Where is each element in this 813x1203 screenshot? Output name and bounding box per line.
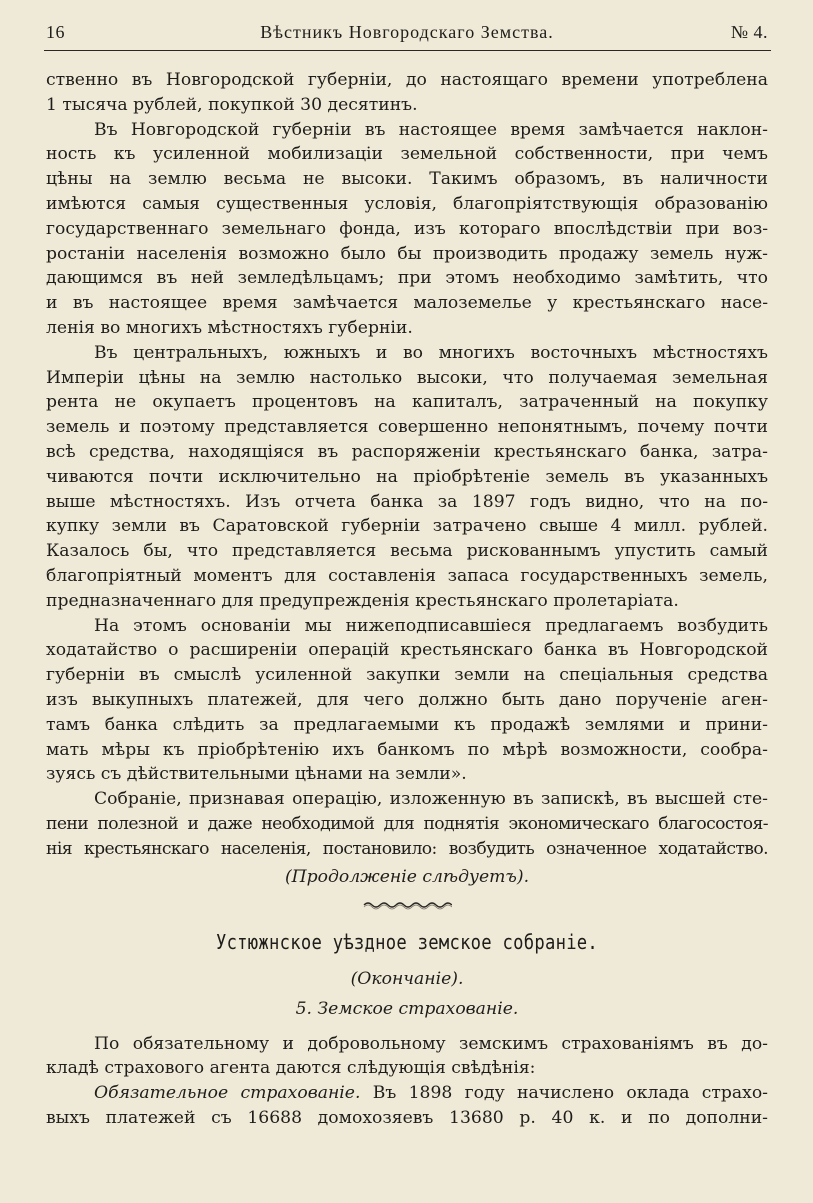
text-line: губерніи въ смыслѣ усиленной закупки земли на спеціальныя средства xyxy=(46,665,768,686)
text-line: пени полезной и даже необходимой для поднятія экономическаго благосостоя- xyxy=(46,813,768,834)
text-line: Въ Новгородской губерніи въ настоящее время замѣчается наклон- xyxy=(94,119,768,140)
paragraph-2 xyxy=(46,118,768,341)
text-line: предназначеннаго для предупрежденія крестьянскаго пролетаріата. xyxy=(46,590,679,611)
page-header xyxy=(46,22,768,46)
text-line: Казалось бы, что представляется весьма рискованнымъ упустить самый xyxy=(46,541,768,562)
text-line: чиваются почти исключительно на пріобрѣтеніе земель въ указанныхъ xyxy=(46,466,768,487)
section-heading: 5. Земское страхованіе. xyxy=(295,998,519,1019)
text-line: Собраніе, признавая операцію, изложенную въ запискѣ, въ высшей сте- xyxy=(94,789,768,810)
page-number: 16 xyxy=(46,22,65,42)
italic-lead: Обязательное страхованіе. xyxy=(94,1083,361,1104)
paragraph-1 xyxy=(46,68,768,118)
issue-number: № 4. xyxy=(730,22,768,42)
text-line: выше мѣстностяхъ. Изъ отчета банка за 1897 годъ видно, что на по- xyxy=(46,491,768,512)
text-line: Имперіи цѣны на землю настолько высоки, что получаемая земельная xyxy=(46,367,768,388)
text-line: выхъ платежей съ 16688 домохозяевъ 13680 р. 40 к. и по дополни- xyxy=(46,1107,768,1128)
text-line: Въ центральныхъ, южныхъ и во многихъ восточныхъ мѣстностяхъ xyxy=(94,342,768,363)
section2-paragraph-2 xyxy=(46,1081,768,1131)
text-line: нія крестьянскаго населенія, постановило: возбудить означенное ходатайство. xyxy=(46,838,768,859)
text-line: благопріятный моментъ для составленія запаса государственныхъ земель, xyxy=(46,565,768,586)
text-line: зуясь съ дѣйствительными цѣнами на земли». xyxy=(46,764,467,785)
text-line: мать мѣры къ пріобрѣтенію ихъ банкомъ по мѣрѣ возможности, сообра- xyxy=(46,739,768,760)
wavy-divider xyxy=(46,890,768,920)
text-line: и въ настоящее время замѣчается малоземелье у крестьянскаго насе- xyxy=(46,293,768,314)
text-line: 1 тысяча рублей, покупкой 30 десятинъ. xyxy=(46,94,418,115)
text-line: ростаніи населенія возможно было бы производить продажу земель нуж- xyxy=(46,243,768,264)
text-line xyxy=(46,1081,768,1106)
section-subtitle: (Окончаніе). xyxy=(350,968,464,989)
text-line: цѣны на землю весьма не высоки. Такимъ образомъ, въ наличности xyxy=(46,169,768,190)
text-line: ленія во многихъ мѣстностяхъ губерніи. xyxy=(46,317,413,338)
section-title: Устюжнское уѣздное земское собраніе. xyxy=(215,929,599,954)
text-run: Въ 1898 году начислено оклада страхо- xyxy=(360,1083,768,1104)
paragraph-4 xyxy=(46,614,768,788)
text-line: По обязательному и добровольному земскимъ страхованіямъ въ до- xyxy=(94,1033,768,1054)
paragraph-3 xyxy=(46,341,768,614)
wavy-divider-icon xyxy=(362,900,452,910)
text-line: ность къ усиленной мобилизаціи земельной собственности, при чемъ xyxy=(46,144,768,165)
text-line: тамъ банка слѣдить за предлагаемыми къ продажѣ землями и прини- xyxy=(46,714,768,735)
text-line: дающимся въ ней земледѣльцамъ; при этомъ необходимо замѣтить, что xyxy=(46,268,768,289)
text-line: ственно въ Новгородской губерніи, до настоящаго времени употреблена xyxy=(46,70,768,90)
text-line: кладѣ страхового агента даются слѣдующія свѣдѣнія: xyxy=(46,1058,536,1079)
text-line: имѣются самыя существенныя условія, благопріятствующія образованію xyxy=(46,193,768,214)
text-line: всѣ средства, находящіяся въ распоряженіи крестьянскаго банка, затра- xyxy=(46,441,768,462)
text-line: земель и поэтому представляется совершенно непонятнымъ, почему почти xyxy=(46,417,768,438)
paragraph-5 xyxy=(46,787,768,861)
page-body xyxy=(46,68,768,1131)
text-line: ходатайство о расширеніи операцій крестьянскаго банка въ Новгородской xyxy=(46,640,768,661)
header-rule xyxy=(44,50,771,51)
continued-note: (Продолженіе слѣдуетъ). xyxy=(284,866,530,887)
journal-title: Вѣстникъ Новгородскаго Земства. xyxy=(260,22,554,42)
text-line: рента не окупаетъ процентовъ на капиталъ, затраченный на покупку xyxy=(46,392,768,413)
text-line: купку земли въ Саратовской губерніи затрачено свыше 4 милл. рублей. xyxy=(46,516,768,537)
text-line: На этомъ основаніи мы нижеподписавшіеся предлагаемъ возбудить xyxy=(94,615,768,636)
text-line: изъ выкупныхъ платежей, для чего должно быть дано порученіе аген- xyxy=(46,689,768,710)
spacer xyxy=(46,1024,768,1032)
text-line: государственнаго земельнаго фонда, изъ котораго впослѣдствіи при воз- xyxy=(46,218,768,239)
section2-paragraph-1 xyxy=(46,1032,768,1082)
